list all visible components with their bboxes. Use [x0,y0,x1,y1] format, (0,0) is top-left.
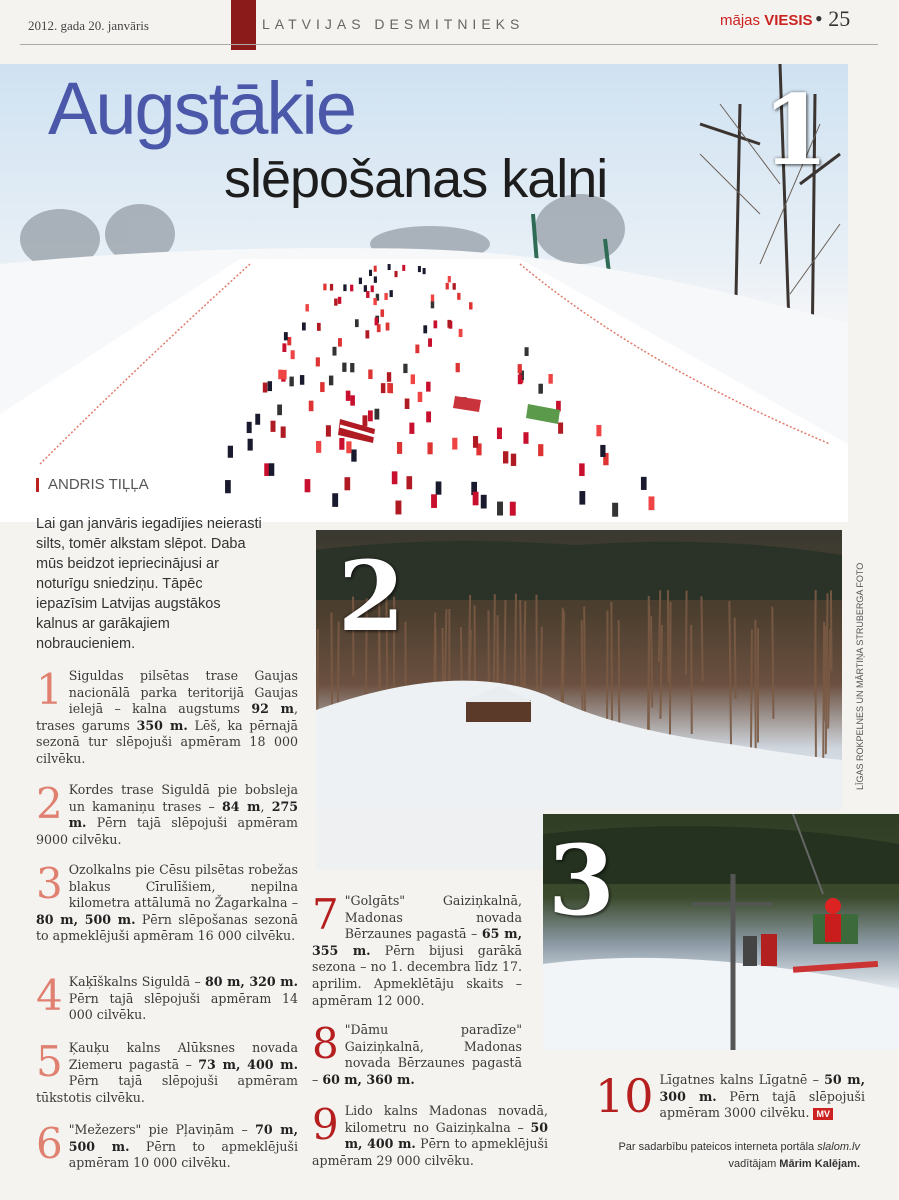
skier-figure [332,493,338,507]
skier-figure [365,330,369,338]
skier-figure [248,439,253,451]
skier-figure [359,278,362,284]
skier-figure [355,319,359,327]
skier-figure [453,283,456,290]
acknowledgement-line2 [560,1156,860,1173]
skier-figure [579,463,584,476]
ranking-number: 8 [312,1019,339,1068]
skier-figure [368,369,372,379]
tree-trunk [504,600,505,697]
skier-figure [403,364,407,373]
skier-figure [418,266,421,272]
ranking-entry-7 [312,890,522,1009]
skier-figure [263,383,267,393]
skier-figure [388,264,391,270]
skier-figure [469,302,472,309]
skier-figure [389,383,393,393]
headline-line2: slēpošanas kalni [224,149,608,209]
ranking-figures: 275 m. [68,798,298,831]
skier-figure [338,297,341,304]
skier-figure [346,391,351,401]
ranking-text [36,1119,298,1172]
tree-trunk [660,625,661,719]
tree-trunk [824,626,825,721]
ranking-figures: 70 m, 500 m. [68,1122,298,1154]
tree-trunk [815,590,816,695]
ranking-description: Ozolkalns pie Cēsu pilsētas robežas blakus Cīrulīšiem, nepilna kilometra attālumā no Žagarkalna – [68,862,298,911]
skier-figure [612,503,618,517]
ranking-description: "Dāmu paradīze" Gaiziņkalnā, Madonas novada Bērzaunes pagastā – [312,1022,522,1087]
skier-figure [459,329,463,337]
skier-figure [436,481,442,494]
skier-figure [380,309,384,317]
tree-trunk [659,590,660,662]
skier-figure [411,374,415,384]
skier-figure [525,347,529,356]
skier-figure [373,298,376,305]
ranking-text [312,1100,548,1169]
ranking-description: Pērn tajā slēpojuši apmēram 9000 cilvēku. [36,815,298,847]
skier-figure [397,442,402,454]
photo-credit: LĪGAS ROKPELNES UN MĀRTIŅA STRUBERGA FOTO [855,562,865,790]
skier-figure [405,398,410,408]
acknowledgement-line1 [560,1139,860,1156]
skier-figure [350,363,354,372]
skier-figure [278,370,282,380]
skier-figure [309,401,314,412]
skier-figure [387,372,391,382]
skier-figure [330,284,333,291]
skier-figure [268,381,272,391]
ranking-figures: 84 m [222,798,261,814]
ranking-description: Pērn slēpošanas sezonā to apmeklējuši apmēram 16 000 cilvēku. [36,911,298,944]
skier-figure [351,449,356,461]
skier-figure [302,322,306,330]
skier-figure [345,477,351,490]
ranking-description: "Golgāts" Gaiziņkalnā, Madonas novada Bērzaunes pagastā – [344,893,522,942]
ranking-number: 9 [312,1100,339,1149]
ranking-description: Siguldas pilsētas trase Gaujas nacionālā parka teritorijā Gaujas ielejā – kalna augstums [68,668,298,717]
skier-figure [323,284,326,291]
ranking-figures: 73 m, 400 m. [198,1056,298,1072]
ranking-description: Lido kalns Madonas novadā, kilometru no Gaiziņkalna – [344,1103,548,1135]
tree-trunk [729,601,731,744]
skier-figure [538,444,543,456]
ranking-description: Pērn to apmeklējuši apmēram 10 000 cilvēku. [68,1138,298,1171]
skier-figure [225,480,231,493]
tree-trunk [691,625,692,734]
skier-figure [386,323,390,331]
ranking-figures: 60 m, 360 m. [322,1071,415,1087]
photo-snow-strip [316,810,544,870]
skier-figure [423,268,426,274]
skier-figure [350,395,355,405]
ranking-description: Līgatnes kalns Līgatnē – [659,1072,825,1087]
skier-figure [305,304,309,311]
skier-figure [418,392,423,402]
skier-figure [326,425,331,436]
skier-figure [641,477,647,490]
ranking-number: 3 [36,859,63,908]
skier-figure [228,446,233,458]
skier-figure [362,415,367,426]
skier-figure [375,318,379,326]
skier-figure [448,276,451,282]
skier-figure [366,291,369,298]
ranking-figures: 50 m, 300 m. [659,1072,866,1104]
skier-figure [428,338,432,346]
skier-figure [447,320,451,328]
skier-figure [523,432,528,444]
skier-figure [374,276,377,282]
skier-figure [332,347,336,356]
skier-figure [369,270,372,276]
section-tab-marker [231,0,256,50]
ranking-text [312,1019,522,1088]
ranking-entry-8 [312,1019,522,1088]
skier-figure [374,266,377,272]
tree-trunk [828,629,830,728]
skier-figure [426,411,431,422]
skier-figure [381,383,385,393]
tree-trunk [831,590,832,671]
skier-figure [334,299,337,306]
skier-figure [431,494,437,508]
skier-figure [548,374,552,384]
tree-trunk [701,596,702,681]
skier-figure [368,410,373,421]
skier-figure [390,290,393,297]
skier-figure [497,428,502,439]
skier-figure [446,283,449,290]
ranking-description: Pērn to apmeklējuši apmēram 29 000 cilvēku. [312,1136,548,1168]
skier-figure [338,338,342,346]
ranking-description: Kordes trase Siguldā pie bobsleja un kamaniņu trases – [68,782,298,814]
ranking-description: Pērn tajā slēpojuši apmēram tūkstotis cilvēku. [36,1073,298,1105]
skier-figure [282,343,286,352]
ranking-number: 7 [312,890,339,939]
tree-trunk [826,593,828,754]
skier-figure [300,375,304,385]
skier-figure [473,436,478,448]
skier-figure [287,337,291,345]
skier-figure [473,492,479,506]
skier-figure [271,421,276,432]
magazine-brand [720,12,813,29]
tree-trunk [651,616,652,707]
skier-figure [284,332,288,340]
skier-figure [481,495,487,509]
skier-figure [320,382,324,392]
skier-figure [343,284,346,291]
tree-trunk [686,591,687,675]
skier-figure [371,285,374,292]
ranking-description: Pērn tajā slēpojuši apmēram 3000 cilvēku. [659,1088,865,1121]
section-title: LATVIJAS DESMITNIEKS [262,16,525,32]
skier-figure [305,479,311,492]
skier-figure [342,363,346,372]
ack-site: slalom.lv [817,1141,860,1153]
ranking-entry-9 [312,1100,548,1169]
page-bullet: • [815,6,823,31]
ranking-description: , trases garums [36,701,298,733]
skier-figure [511,454,516,466]
ranking-text [312,890,522,1009]
skier-figure [291,350,295,359]
headline-line1: Augstākie [48,67,355,150]
skier-figure [433,320,437,328]
skier-figure [558,422,563,433]
issue-date: 2012. gada 20. janvāris [28,18,149,33]
ranking-number: 4 [36,971,63,1020]
tree-trunk [445,609,447,686]
skier-figure [346,441,351,453]
skier-figure [452,438,457,450]
brand-prefix: mājas [720,12,761,29]
tree-trunk [469,595,470,678]
skier-figure [394,271,397,277]
tree-trunk [772,607,773,719]
skier-figure [402,265,405,271]
skier-figure [456,363,460,372]
ranking-figures: 65 m, 355 m. [312,926,522,958]
ranking-description: Ķauķu kalns Alūksnes novada Ziemeru pagastā – [68,1040,298,1072]
ranking-entry-5 [36,1037,298,1106]
ranking-number: 1 [36,665,63,714]
ranking-figures: 50 m, 400 m. [344,1119,548,1152]
ack-text-2: vadītājam [728,1158,780,1170]
photo-number-3: 3 [548,824,615,937]
end-mark-logo: MV [813,1108,833,1120]
skier-figure [384,293,387,300]
ranking-entry-6 [36,1119,298,1172]
skier-figure [255,414,260,425]
skier-figure [339,438,344,450]
tree-trunk [735,618,736,699]
skier-figure [317,323,321,331]
skier-figure [426,382,430,392]
ranking-entry-4 [36,971,299,1024]
ranking-entry-1 [36,665,298,768]
ack-text: Par sadarbību pateicos interneta portāla [618,1141,818,1153]
ranking-number: 6 [36,1119,63,1168]
skier-figure [510,502,516,516]
ranking-text [36,1037,298,1106]
skier-figure [269,463,274,476]
skier-figure [649,496,655,510]
lead-paragraph: Lai gan janvāris iegadījies neierasti silts, tomēr alkstam slēpot. Daba mūs beidzot iepriecinājusi ar noturīgu sniedziņu. Tāpēc iepazīsim Latvijas augstākos kalnus ar garākajiem nobraucieniem. [36,516,262,652]
ranking-number: 2 [36,779,63,828]
photo-number-2: 2 [338,540,405,653]
byline: ANDRIS TIĻĻA [48,476,149,493]
skier-figure [497,502,503,516]
skier-figure [415,345,419,354]
skier-figure [457,293,460,300]
ranking-description: Kaķīškalns Siguldā – [68,974,205,989]
skier-figure [431,295,434,302]
ranking-text [36,665,298,768]
skier-figure [277,404,282,415]
skier-figure [503,451,508,463]
ranking-description: , [260,798,272,814]
page-number [815,6,850,32]
ranking-entry-2 [36,779,298,848]
photo-number-1: 1 [762,74,829,187]
skier-figure [427,442,432,454]
skier-figure [538,384,542,394]
skier-figure [392,471,398,484]
skier-figure [518,375,522,385]
skier-figure [364,285,367,292]
ranking-entry-10 [595,1069,866,1123]
ranking-description: Pērn bijusi garākā sezona – no 1. decembra līdz 17. aprilim. Apmeklētāju skaits – apmēram 12 000. [312,942,522,1008]
skier-figure [329,376,333,386]
ranking-description: "Mežezers" pie Pļaviņām – [68,1122,256,1137]
acknowledgement [560,1139,860,1173]
ranking-description: Pērn tajā slēpojuši apmēram 14 000 cilvēku. [68,990,298,1023]
ack-name: Mārim Kalējam. [779,1158,860,1170]
ranking-figures: 92 m [251,701,294,717]
skier-figure [247,422,252,433]
ranking-text [36,779,298,848]
skier-figure [374,409,379,420]
skier-figure [518,364,522,373]
page-number-value: 25 [828,6,851,31]
skier-figure [579,491,585,505]
skier-figure [423,325,427,333]
skier-figure [289,377,293,387]
skier-figure [406,476,412,489]
ranking-number: 5 [36,1037,63,1086]
skier-figure [395,501,401,515]
ranking-figures: 80 m, 500 m. [36,911,136,927]
skier-figure [316,357,320,366]
skier-figure [600,445,605,457]
ranking-entry-3 [36,859,298,945]
ranking-figures: 350 m. [136,717,188,733]
skier-figure [596,425,601,436]
ranking-text [36,971,299,1024]
ranking-number: 10 [595,1069,654,1123]
ranking-figures: 80 m, 320 m. [204,974,299,989]
byline-marker [36,478,39,492]
skier-figure [431,301,434,308]
skier-figure [316,441,321,453]
skier-figure [350,285,353,292]
ranking-text [36,859,298,945]
brand-name: VIESIS [764,12,813,29]
skier-figure [282,370,286,380]
ranking-description: Lēš, ka pērnajā sezonā tur slēpojuši apmēram 18 000 cilvēku. [36,717,298,766]
skier-figure [281,426,286,437]
skier-figure [409,423,414,434]
header-rule [20,44,878,45]
